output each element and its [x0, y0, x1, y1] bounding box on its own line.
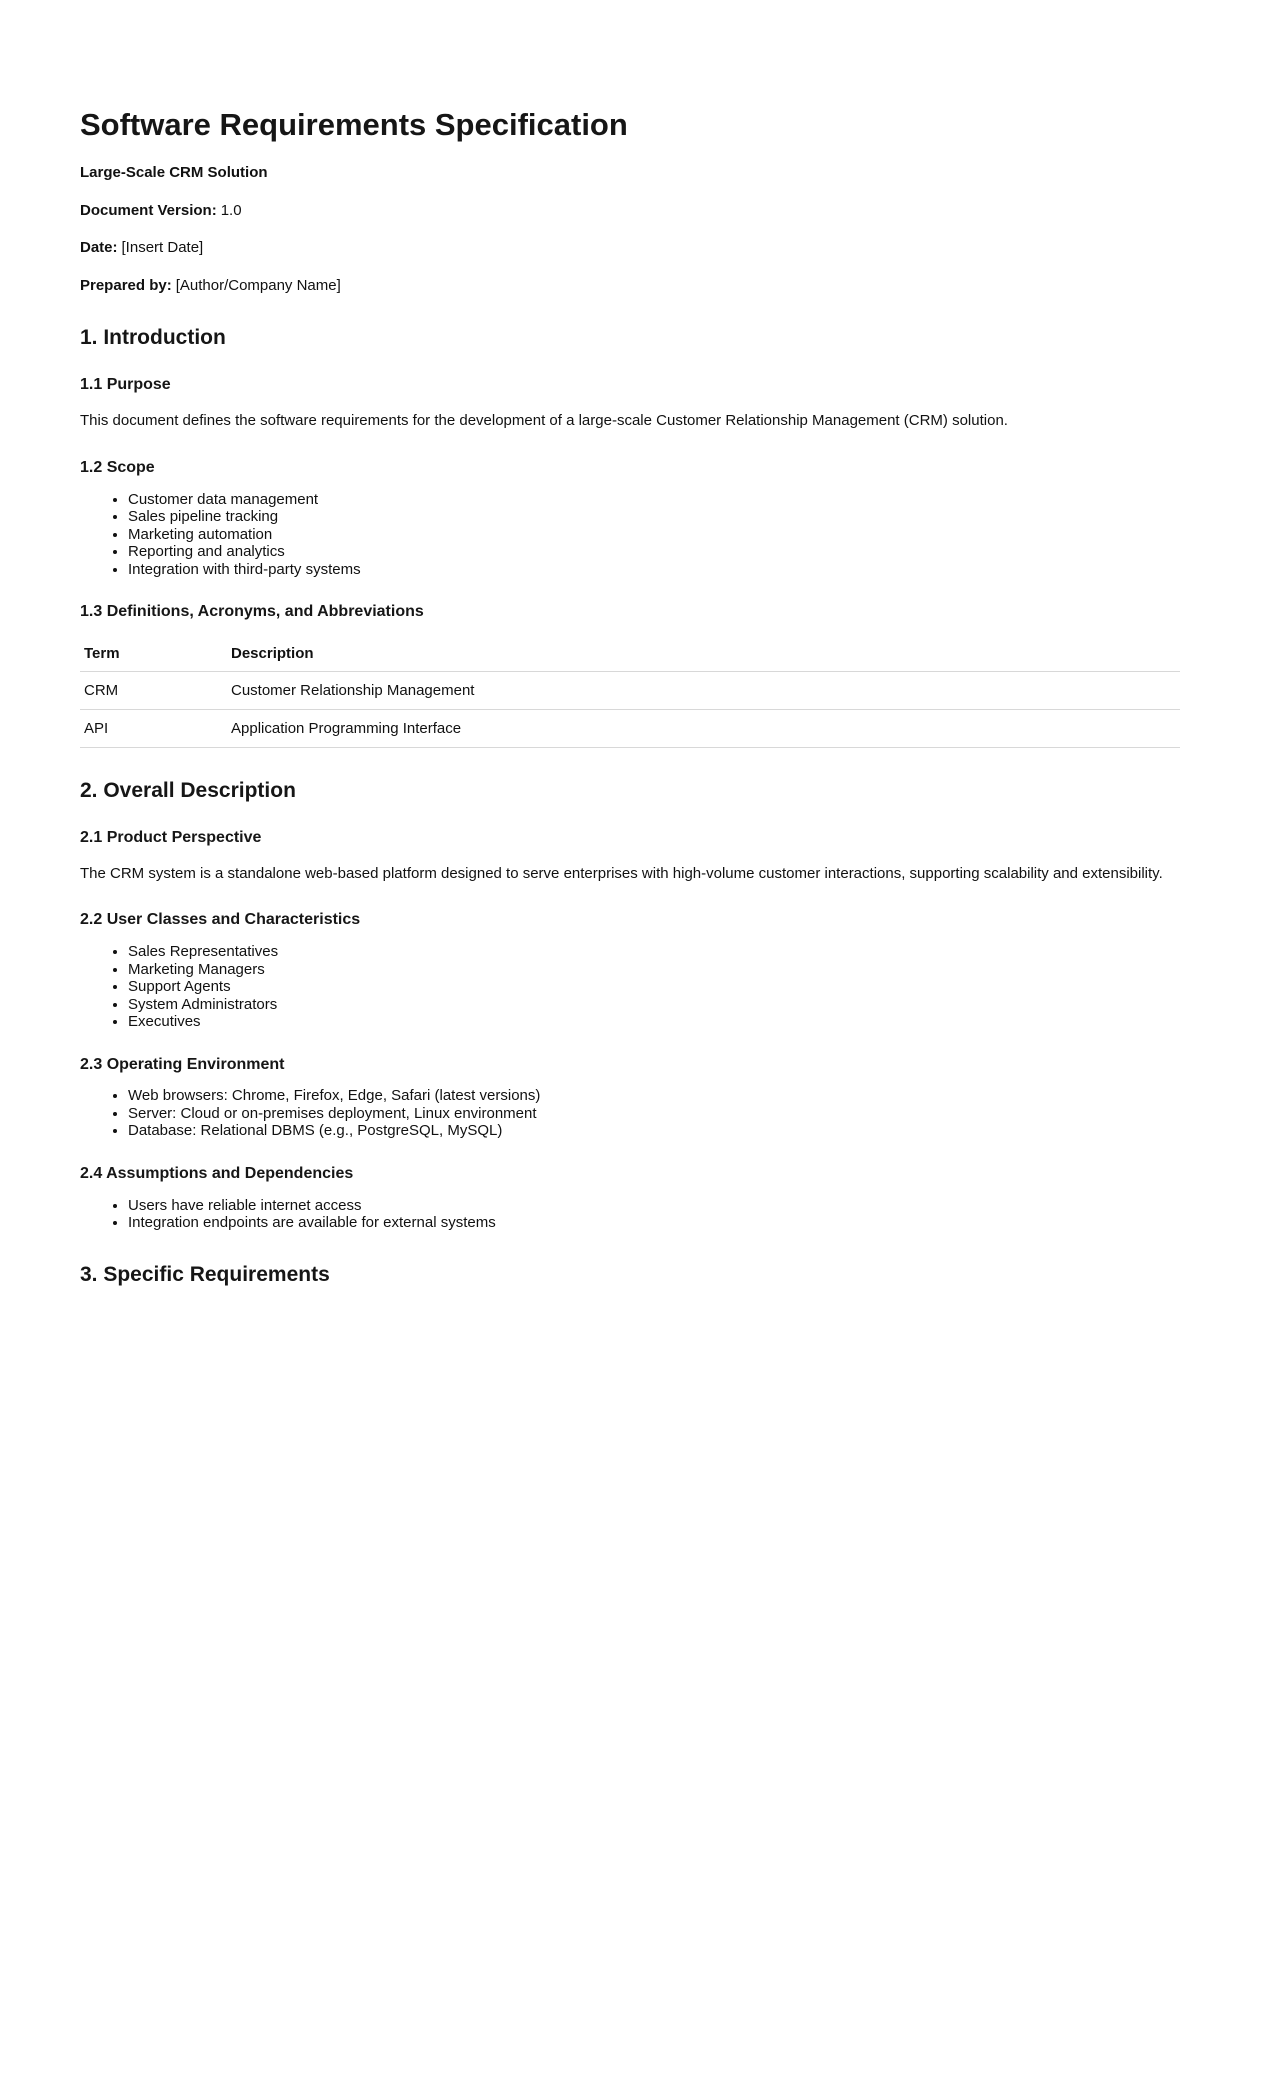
list-item: • Sales Representatives: [128, 943, 1180, 961]
section-heading-overall-description: 2. Overall Description: [80, 778, 296, 802]
subsection-heading-user-classes: 2.2 User Classes and Characteristics: [80, 911, 361, 929]
document-body: [80, 325, 1180, 1288]
table-row: [80, 671, 1180, 709]
subsection-heading-definitions: 1.3 Definitions, Acronyms, and Abbreviations: [80, 603, 424, 621]
subsection-heading-scope: 1.2 Scope: [80, 458, 155, 476]
list-item: • Marketing Managers: [128, 961, 1180, 979]
table-cell: Application Programming Interface: [227, 709, 1180, 747]
meta-date: [80, 238, 1180, 258]
table-header-cell: Description: [227, 639, 1180, 672]
list-item: • Customer data management: [128, 491, 1180, 509]
table-cell: Customer Relationship Management: [227, 671, 1180, 709]
document-title: Software Requirements Specification: [80, 107, 628, 142]
user-classes-list: [80, 943, 1180, 1031]
product-perspective-paragraph: The CRM system is a standalone web-based platform designed to serve enterprises with high-volume customer interactions, supporting scalability and extensibility.: [80, 864, 1163, 882]
scope-list: [80, 491, 1180, 579]
meta-document-version-label: Document Version:: [80, 201, 217, 219]
operating-environment-list: [80, 1087, 1180, 1140]
meta-prepared-by-value: [Author/Company Name]: [175, 276, 341, 294]
meta-prepared-by: [80, 276, 1180, 296]
section-heading-introduction: 1. Introduction: [80, 326, 226, 350]
table-cell: CRM: [80, 671, 227, 709]
table-header-row: [80, 639, 1180, 672]
document-subtitle: Large-Scale CRM Solution: [80, 164, 268, 182]
list-item: • Web browsers: Chrome, Firefox, Edge, Safari (latest versions): [128, 1087, 1180, 1105]
list-item: • Users have reliable internet access: [128, 1197, 1180, 1215]
list-item: • Marketing automation: [128, 526, 1180, 544]
subsection-heading-product-perspective: 2.1 Product Perspective: [80, 829, 262, 847]
meta-document-version: [80, 201, 1180, 221]
assumptions-list: [80, 1197, 1180, 1232]
subsection-heading-assumptions: 2.4 Assumptions and Dependencies: [80, 1164, 354, 1182]
list-item: • Server: Cloud or on-premises deployment, Linux environment: [128, 1105, 1180, 1123]
purpose-paragraph: This document defines the software requirements for the development of a large-scale Customer Relationship Management (CRM) solution.: [80, 412, 1008, 430]
meta-document-version-value: 1.0: [220, 201, 242, 219]
list-item: • Sales pipeline tracking: [128, 508, 1180, 526]
list-item: • Executives: [128, 1013, 1180, 1031]
list-item: • Integration endpoints are available for external systems: [128, 1214, 1180, 1232]
subsection-heading-purpose: 1.1 Purpose: [80, 376, 171, 394]
meta-prepared-by-label: Prepared by:: [80, 276, 172, 294]
list-item: • Reporting and analytics: [128, 543, 1180, 561]
table-header-cell: Term: [80, 639, 227, 672]
table-row: [80, 709, 1180, 747]
list-item: • Integration with third-party systems: [128, 561, 1180, 579]
table-cell: API: [80, 709, 227, 747]
list-item: • Support Agents: [128, 978, 1180, 996]
section-heading-specific-requirements: 3. Specific Requirements: [80, 1262, 330, 1286]
list-item: • Database: Relational DBMS (e.g., PostgreSQL, MySQL): [128, 1122, 1180, 1140]
list-item: • System Administrators: [128, 996, 1180, 1014]
subsection-heading-operating-environment: 2.3 Operating Environment: [80, 1055, 285, 1073]
definitions-table: [80, 639, 1180, 748]
meta-date-value: [Insert Date]: [121, 239, 204, 257]
meta-date-label: Date:: [80, 239, 118, 257]
